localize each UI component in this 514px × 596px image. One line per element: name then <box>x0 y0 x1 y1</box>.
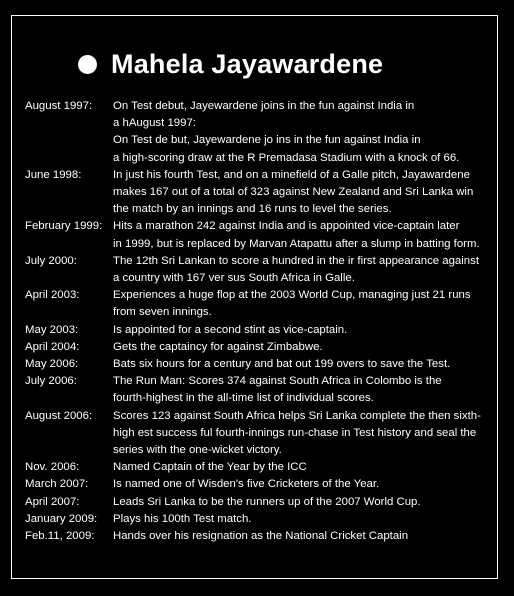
entry-date: August 1997: <box>25 100 93 112</box>
entry-description <box>113 322 487 339</box>
entry-description <box>113 408 487 460</box>
entry-date: May 2006: <box>25 358 79 371</box>
entry-date: January 2009: <box>25 512 98 525</box>
timeline-entry <box>25 528 487 545</box>
entry-date: April 2007: <box>25 495 80 508</box>
timeline-entry <box>25 511 487 528</box>
entry-date: April 2003: <box>25 289 80 302</box>
entry-description <box>113 98 487 167</box>
timeline-entry <box>25 339 487 356</box>
entry-description <box>113 476 487 493</box>
entry-line: Gets the captaincy for against Zimbabwe. <box>113 340 323 353</box>
timeline-entry <box>25 167 487 219</box>
timeline-entry <box>25 218 487 252</box>
entry-line: makes 167 out of a total of 323 against New Zealand and Sri Lanka win <box>113 186 474 199</box>
entry-line: from seven innings. <box>113 306 212 319</box>
entry-line: Leads Sri Lanka to be the runners up of the 2007 World Cup. <box>113 495 421 508</box>
entry-line: the match by an innings and 16 runs to level the series. <box>113 203 392 216</box>
entry-description <box>113 459 487 476</box>
entry-line: Is named one of Wisden's five Cricketers of the Year. <box>113 478 380 491</box>
entry-line: Hits a marathon 242 against India and is appointed vice-captain later <box>113 220 460 233</box>
entry-date: Feb.11, 2009: <box>25 530 95 543</box>
entry-line: Scores 123 against South Africa helps Sri Lanka complete the then sixth- <box>113 409 481 422</box>
entry-line: In just his fourth Test, and on a minefield of a Galle pitch, Jayawardene <box>113 168 470 181</box>
entry-line: a hAugust 1997: <box>113 117 196 130</box>
entry-line: On Test debut, Jayewardene joins in the fun against India in <box>113 100 415 112</box>
entry-description <box>113 511 487 528</box>
timeline-entry <box>25 287 487 321</box>
entry-line: high est success ful fourth-innings run-chase in Test history and seal the <box>113 426 477 439</box>
entry-date: March 2007: <box>25 478 89 491</box>
page-title: Mahela Jayawardene <box>111 48 384 79</box>
entry-description <box>113 528 487 545</box>
timeline-entry <box>25 494 487 511</box>
timeline-entry <box>25 373 487 407</box>
timeline-entry <box>25 356 487 373</box>
title-row <box>78 44 383 84</box>
timeline-entry <box>25 322 487 339</box>
entry-line: The Run Man: Scores 374 against South Africa in Colombo is the <box>113 375 442 388</box>
entry-date: August 2006: <box>25 409 93 422</box>
entry-description <box>113 356 487 373</box>
entry-line: Bats six hours for a century and bat out 199 overs to save the Test. <box>113 358 451 371</box>
entry-description <box>113 253 487 287</box>
entry-description <box>113 167 487 219</box>
entry-date: June 1998: <box>25 168 82 181</box>
timeline-entry <box>25 98 487 167</box>
entry-description <box>113 373 487 407</box>
entry-line: Named Captain of the Year by the ICC <box>113 461 307 474</box>
entry-date: Nov. 2006: <box>25 461 80 474</box>
entry-line: On Test de but, Jayewardene jo ins in the fun against India in <box>113 134 421 147</box>
timeline-entry <box>25 476 487 493</box>
entry-line: Plays his 100th Test match. <box>113 512 252 525</box>
entry-line: a country with 167 ver sus South Africa in Galle. <box>113 272 355 285</box>
entry-date: May 2003: <box>25 323 79 336</box>
entry-line: in 1999, but is replaced by Marvan Atapattu after a slump in batting form. <box>113 237 480 250</box>
timeline <box>25 98 487 545</box>
entry-description <box>113 494 487 511</box>
timeline-entry <box>25 253 487 287</box>
timeline-entry <box>25 459 487 476</box>
entry-date: July 2000: <box>25 254 77 267</box>
bullet-icon <box>78 55 97 74</box>
entry-date: July 2006: <box>25 375 77 388</box>
timeline-entry <box>25 408 487 460</box>
entry-line: fourth-highest in the all-time list of individual scores. <box>113 392 374 405</box>
entry-line: a high-scoring draw at the R Premadasa Stadium with a knock of 66. <box>113 151 460 164</box>
entry-description <box>113 287 487 321</box>
entry-line: The 12th Sri Lankan to score a hundred in the ir first appearance against <box>113 254 479 267</box>
entry-line: Is appointed for a second stint as vice-captain. <box>113 323 348 336</box>
entry-description <box>113 218 487 252</box>
entry-line: Hands over his resignation as the National Cricket Captain <box>113 530 409 543</box>
entry-date: April 2004: <box>25 340 80 353</box>
entry-line: series with the one-wicket victory. <box>113 444 282 457</box>
entry-description <box>113 339 487 356</box>
entry-date: February 1999: <box>25 220 103 233</box>
entry-line: Experiences a huge flop at the 2003 World Cup, managing just 21 runs <box>113 289 471 302</box>
